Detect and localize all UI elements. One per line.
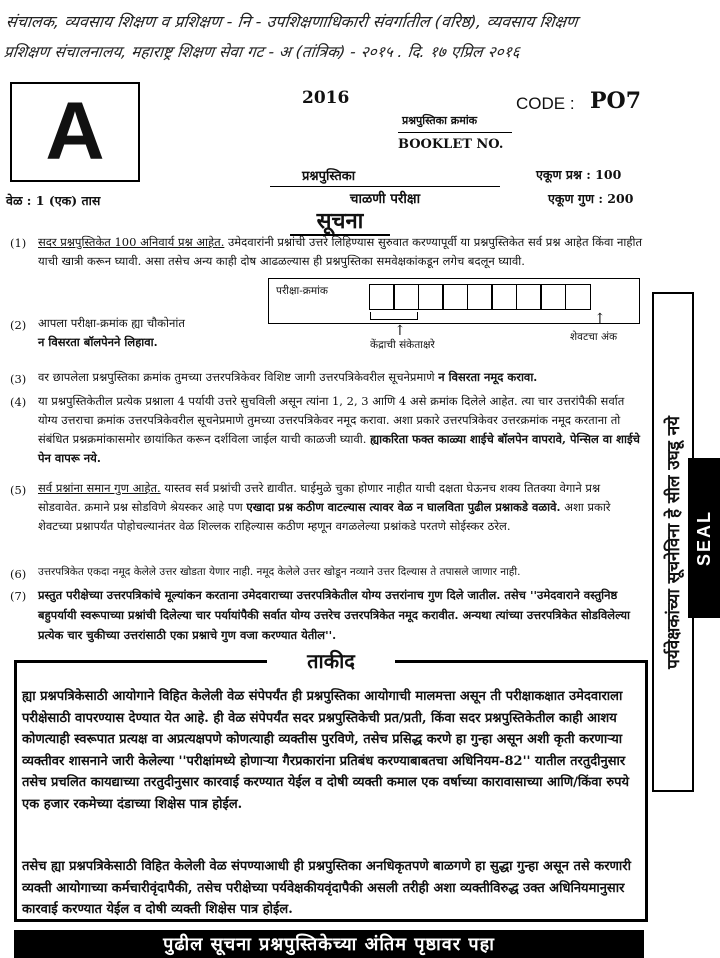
item-number: (3) (10, 372, 27, 386)
last-digit-label: शेवटचा अंक (570, 331, 618, 343)
booklet-no-marathi: प्रश्नपुस्तिका क्रमांक (402, 114, 478, 127)
instruction-4-text: या प्रश्नपुस्तिकेतील प्रत्येक प्रश्नाला 4 पर्यायी उत्तरे सुचविली असून त्यांना 1, 2, 3 आणि 4 असे क्रमांक दिलेले आहेत. त्या चार उत्तरांपैकी सर्वात योग्य उत्तराचा क्रमांक उत्तरपत्रिकेवरील सूचनेप्रमाणे तुमच्या उत्तरपत्रिकेवर नमूद करावा. अशा प्रकारे उत्तरपत्रिकेवर उत्तरक्रमांक नमूद करताना तो संबंधित प्रश्नक्रमांकासमोर छायांकित करून दर्शविला जाईल याची काळजी घ्यावी. (38, 394, 625, 446)
warning-para-2: तसेच ह्या प्रश्नपत्रिकेसाठी विहित केलेली वेळ संपण्याआधी ही प्रश्नपुस्तिका अनधिकृतपणे बाळगणे हा सुद्धा गुन्हा असून तसे करणारी व्यक्ती आयोगाच्या कर्मचारीवृंदापैकी, तसेच परीक्षेच्या पर्यवेक्षकीयवृंदापैकी असली तरीही अशा व्यक्तीविरुद्ध उक्त अधिनियमानुसार कारवाई करण्यात येईल व दोषी व्यक्ती शिक्षेस पात्र होईल. (22, 859, 631, 917)
roll-cell[interactable] (565, 284, 591, 310)
instruction-1 (38, 233, 644, 271)
up-arrow-icon: ↑ (394, 323, 406, 339)
booklet-no-english: BOOKLET NO. (398, 132, 512, 152)
warning-title: ताकीद (267, 650, 395, 682)
instruction-6: उत्तरपत्रिकेत एकदा नमूद केलेले उत्तर खोडता येणार नाही. नमूद केलेले उत्तर खोडून नव्याने उत्तर दिल्यास ते तपासले जाणार नाही. (38, 566, 521, 578)
total-marks: एकूण गुण : 200 (548, 191, 634, 206)
handwritten-line-2: प्रशिक्षण संचालनालय, महाराष्ट्र शिक्षण सेवा गट - अ (तांत्रिक) - २०१५ . दि. १७ एप्रिल २०१६ (2, 43, 521, 61)
item-number: (1) (10, 236, 27, 250)
roll-cell[interactable] (442, 284, 468, 310)
instruction-5 (38, 479, 644, 536)
set-letter: A (45, 86, 105, 177)
seal-notice-text: पर्यवेक्षकांच्या सूचनेविना हे सील उघडू नये (663, 415, 684, 669)
instruction-3-text: वर छापलेला प्रश्नपुस्तिका क्रमांक तुमच्या उत्तरपत्रिकेवर विशिष्ट जागी उत्तरपत्रिकेवरील सूचनेप्रमाणे (38, 370, 439, 384)
seal-label: SEAL (693, 509, 714, 566)
item-number: (4) (10, 395, 27, 409)
center-code-label: केंद्राची संकेताक्षरे (370, 339, 435, 351)
center-code-bracket (370, 312, 418, 320)
instruction-5-bold: एखादा प्रश्न कठीण वाटल्यास त्यावर वेळ न घालविता पुढील प्रश्नाकडे वळावे. (246, 500, 561, 514)
set-letter-box (10, 82, 140, 182)
item-number: (5) (10, 483, 27, 497)
roll-cell[interactable] (418, 284, 444, 310)
warning-title-wrap (14, 649, 648, 682)
up-arrow-icon: ↑ (594, 311, 606, 327)
handwritten-line-1: संचालक, व्यवसाय शिक्षण व प्रशिक्षण - नि - उपशिक्षणाधिकारी संवर्गातील (वरिष्ठ), व्यवसाय शिक्षण (4, 12, 579, 31)
year: 2016 (302, 88, 350, 108)
instruction-2-line2: न विसरता बॉलपेनने लिहावा. (38, 335, 158, 349)
roll-cell[interactable] (393, 284, 419, 310)
instruction-5-text2: अशा प्रकारे शेवटच्या प्रश्नापर्यंत पोहोचल्यानंतर वेळ शिल्लक राहिल्यास कठीण म्हणून वगळलेल्या प्रश्नांकडे परतणे सोईस्कर ठरेल. (38, 500, 611, 533)
exam-name: चाळणी परीक्षा (270, 186, 500, 207)
warning-para-1: ह्या प्रश्नपत्रिकेसाठी आयोगाने विहित केलेली वेळ संपेपर्यंत ही प्रश्नपुस्तिका आयोगाची मालमत्ता असून ती परीक्षाकक्षात उमेदवाराला परीक्षेसाठी वापरण्यास देण्यात येत आहे. ही वेळ संपेपर्यंत सदर प्रश्नपुस्तिकेची प्रत/प्रती, किंवा सदर प्रश्नपुस्तिकेतील काही आशय कोणत्याही स्वरूपात प्रत्यक्ष वा अप्रत्यक्षपणे कोणत्याही व्यक्तीस पुरविणे, तसेच प्रसिद्ध करणे हा गुन्हा असून अशी कृती करणाऱ्या व्यक्तीवर शासनाने जारी केलेल्या ''परीक्षांमध्ये होणाऱ्या गैरप्रकारांना प्रतिबंध करण्याबाबतचा अधिनियम-82'' यातील तरतुदीनुसार तसेच प्रचलित कायद्याच्या तरतुदीनुसार कारवाई करण्यात येईल व दोषी व्यक्ती कमाल एक वर्षाच्या कारावासाच्या आणि/किंवा रुपये एक हजार रकमेच्या दंडाच्या शिक्षेस पात्र होईल. (22, 689, 630, 812)
instruction-1-lead: सदर प्रश्नपुस्तिकेत 100 अनिवार्य प्रश्न आहेत. (38, 235, 225, 249)
instruction-5-lead: सर्व प्रश्नांना समान गुण आहेत. (38, 481, 161, 495)
instruction-4 (38, 392, 644, 468)
total-questions: एकूण प्रश्न : 100 (536, 167, 622, 182)
roll-cell[interactable] (491, 284, 517, 310)
roll-cell[interactable] (369, 284, 395, 310)
roll-number-label: परीक्षा-क्रमांक (276, 285, 328, 297)
seal-tab[interactable] (688, 458, 720, 618)
roll-cell[interactable] (516, 284, 542, 310)
instruction-5-text: यास्तव सर्व प्रश्नांची उत्तरे द्यावीत. घाईमुळे चुका होणार नाहीत याची दक्षता घेऊनच शक्य तितक्या वेगाने प्रश्न सोडवावेत. क्रमाने प्रश्न सोडविणे श्रेयस्कर आहे पण (38, 481, 601, 514)
booklet-title: प्रश्नपुस्तिका (302, 169, 356, 184)
roll-cell[interactable] (467, 284, 493, 310)
instruction-3-bold: न विसरता नमूद करावा. (438, 370, 538, 384)
code-label: CODE : (516, 94, 575, 113)
instructions-title: सूचना (290, 208, 390, 236)
item-number: (6) (10, 567, 27, 581)
item-number: (2) (10, 318, 27, 332)
instruction-2 (38, 314, 258, 352)
roll-cell[interactable] (540, 284, 566, 310)
code-value: PO7 (590, 88, 642, 114)
time-label: वेळ : 1 (एक) तास (6, 193, 101, 208)
item-number: (7) (10, 589, 27, 603)
footer-text: पुढील सूचना प्रश्नपुस्तिकेच्या अंतिम पृष्ठावर पहा (163, 934, 495, 955)
instruction-2-line1: आपला परीक्षा-क्रमांक ह्या चौकोनांत (38, 316, 185, 330)
instruction-4-bold: ह्याकरिता फक्त काळ्या शाईचे बॉलपेन वापरावे, पेन्सिल वा शाईचे पेन वापरू नये. (38, 432, 640, 465)
instruction-3 (38, 368, 644, 387)
footer-banner (14, 930, 644, 958)
instruction-7: प्रस्तुत परीक्षेच्या उत्तरपत्रिकांचे मूल्यांकन करताना उमेदवाराच्या उत्तरपत्रिकेतील योग्य उत्तरांनाच गुण दिले जातील. तसेच ''उमेदवाराने वस्तुनिष्ठ बहुपर्यायी स्वरूपाच्या प्रश्नांची दिलेल्या चार पर्यायांपैकी सर्वात योग्य उत्तरेच उत्तरपत्रिकेत नमूद करावीत. अन्यथा त्यांच्या उत्तरपत्रिकेत सोडविलेल्या प्रत्येक चार चुकीच्या उत्तरांसाठी एका प्रश्नाचे गुण वजा करण्यात येतील''. (38, 588, 630, 642)
instruction-1-text: उमेदवारांनी प्रश्नांची उत्तरे लिहिण्यास सुरुवात करण्यापूर्वी या प्रश्नपुस्तिकेत सर्व प्रश्न आहेत किंवा नाहीत याची खात्री करून घ्यावी. असा तसेच अन्य काही दोष आढळल्यास ही प्रश्नपुस्तिका समवेक्षकांकडून लगेच बदलून घ्यावी. (38, 235, 643, 268)
roll-number-cells[interactable] (370, 284, 591, 310)
